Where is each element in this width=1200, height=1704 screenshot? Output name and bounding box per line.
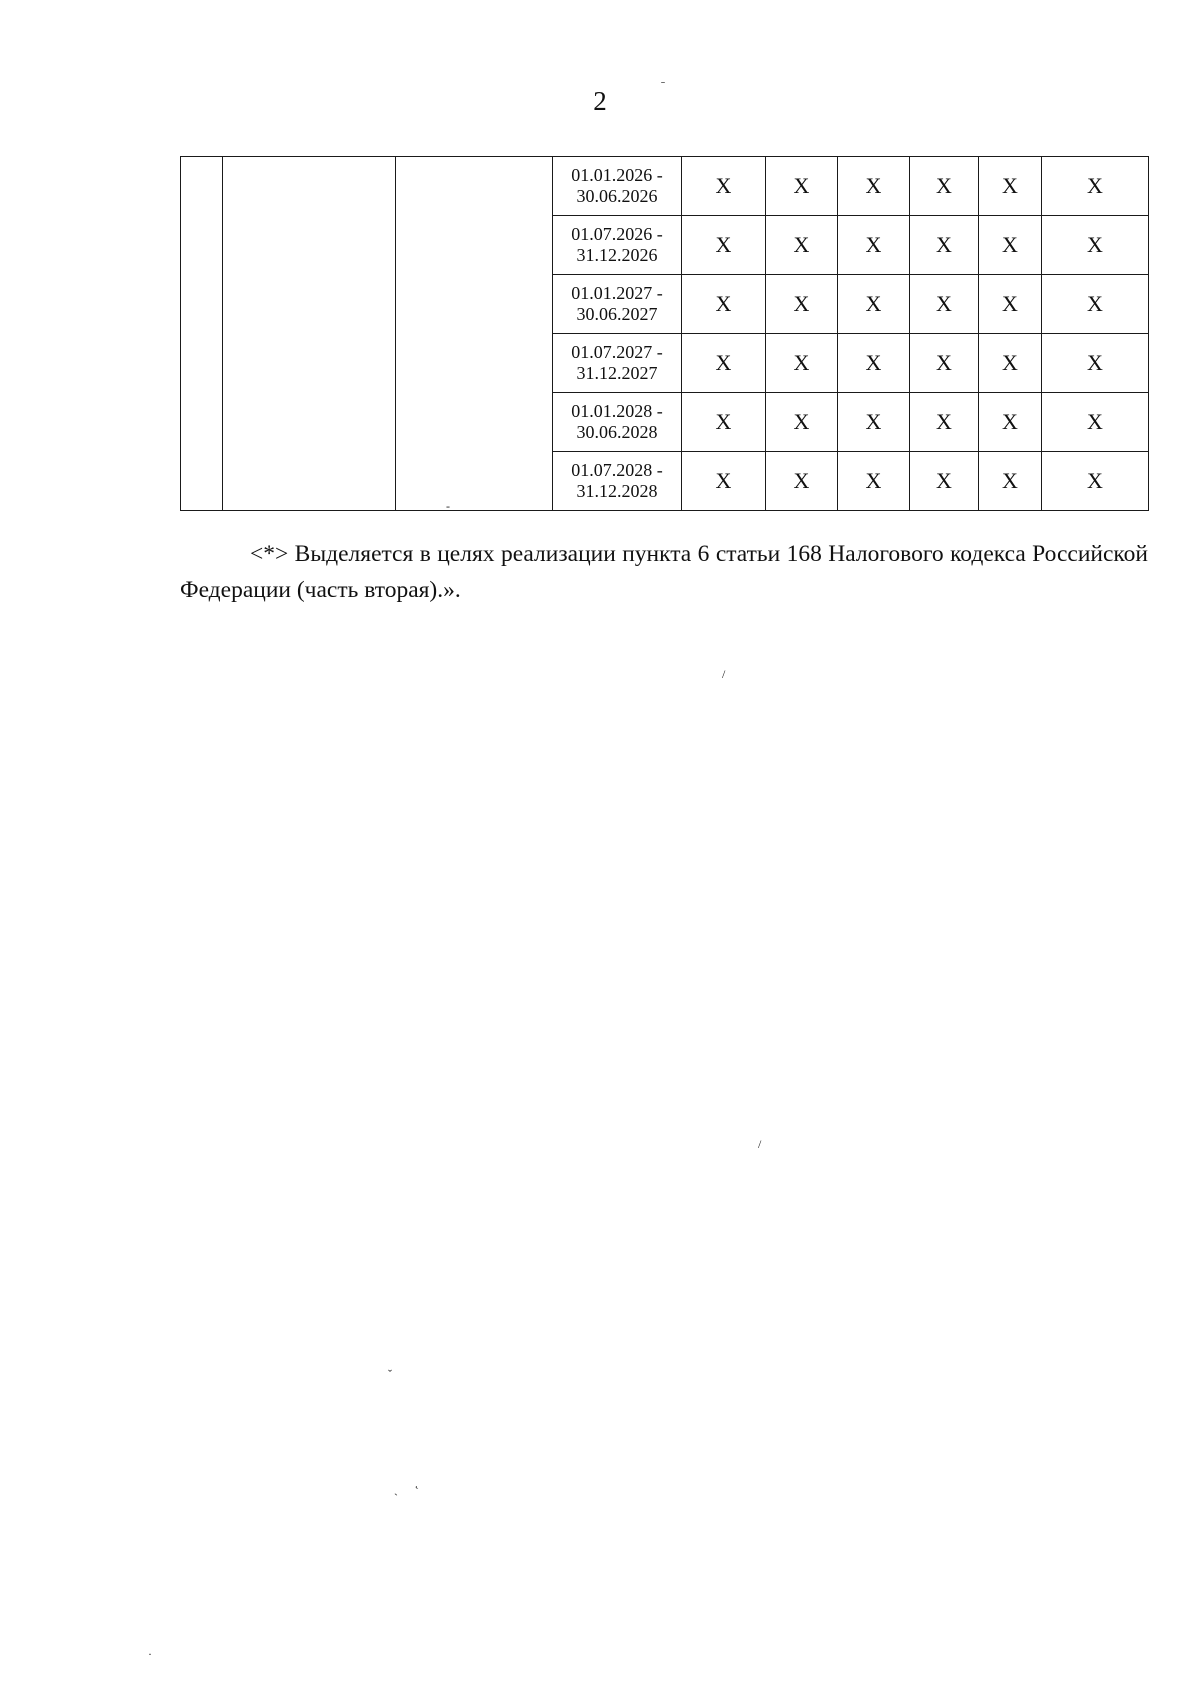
scan-speck: ˇ — [388, 1367, 392, 1381]
blank-cell-info — [396, 157, 553, 511]
mark-cell: X — [766, 393, 838, 452]
period-end: 30.06.2026 — [576, 186, 658, 206]
period-end: 30.06.2027 — [576, 304, 658, 324]
mark-cell: X — [838, 452, 910, 511]
period-end: 30.06.2028 — [576, 422, 658, 442]
mark-cell: X — [979, 452, 1042, 511]
mark-cell: X — [682, 216, 766, 275]
period-end: 31.12.2027 — [576, 363, 658, 383]
mark-cell: X — [766, 157, 838, 216]
scan-speck: ˛ — [415, 1475, 419, 1489]
mark-cell: X — [682, 157, 766, 216]
scan-speck: / — [758, 1137, 762, 1151]
mark-cell: X — [1042, 157, 1149, 216]
table-body — [181, 157, 1149, 511]
mark-cell: X — [682, 334, 766, 393]
period-cell — [553, 334, 682, 393]
mark-cell: X — [766, 275, 838, 334]
mark-cell: X — [910, 216, 979, 275]
mark-cell: X — [1042, 275, 1149, 334]
mark-cell: X — [838, 334, 910, 393]
page-number — [0, 78, 1200, 116]
period-cell — [553, 157, 682, 216]
table-row — [181, 157, 1149, 216]
scan-speck: - — [446, 499, 450, 513]
blank-cell-name — [223, 157, 396, 511]
mark-cell: X — [1042, 334, 1149, 393]
period-start: 01.07.2027 - — [571, 342, 663, 362]
footnote — [180, 536, 1148, 608]
mark-cell: X — [979, 275, 1042, 334]
scan-speck: · — [148, 1647, 152, 1661]
period-start: 01.01.2028 - — [571, 401, 663, 421]
period-end: 31.12.2026 — [576, 245, 658, 265]
mark-cell: X — [979, 393, 1042, 452]
mark-cell: X — [1042, 393, 1149, 452]
page-number-text: 2 — [593, 86, 607, 116]
mark-cell: X — [910, 334, 979, 393]
mark-cell: X — [979, 334, 1042, 393]
mark-cell: X — [838, 393, 910, 452]
period-cell — [553, 216, 682, 275]
period-start: 01.07.2028 - — [571, 460, 663, 480]
periods-table — [180, 156, 1149, 511]
mark-cell: X — [910, 275, 979, 334]
mark-cell: X — [910, 157, 979, 216]
mark-cell: X — [682, 275, 766, 334]
mark-cell: X — [682, 393, 766, 452]
scan-mark: ˉ — [661, 78, 665, 92]
mark-cell: X — [766, 452, 838, 511]
period-cell — [553, 452, 682, 511]
mark-cell: X — [766, 216, 838, 275]
mark-cell: X — [910, 452, 979, 511]
mark-cell: X — [979, 157, 1042, 216]
period-cell — [553, 393, 682, 452]
period-end: 31.12.2028 — [576, 481, 658, 501]
mark-cell: X — [838, 216, 910, 275]
period-cell — [553, 275, 682, 334]
blank-cell-number — [181, 157, 223, 511]
mark-cell: X — [1042, 452, 1149, 511]
scan-speck: / — [722, 667, 726, 681]
mark-cell: X — [1042, 216, 1149, 275]
mark-cell: X — [682, 452, 766, 511]
period-start: 01.07.2026 - — [571, 224, 663, 244]
period-start: 01.01.2027 - — [571, 283, 663, 303]
scan-speck: ` — [394, 1491, 398, 1505]
footnote-text: <*> Выделяется в целях реализации пункта 6 статьи 168 Налогового кодекса Российской Федерации (часть вторая).». — [180, 541, 1148, 603]
mark-cell: X — [910, 393, 979, 452]
mark-cell: X — [979, 216, 1042, 275]
mark-cell: X — [766, 334, 838, 393]
mark-cell: X — [838, 157, 910, 216]
mark-cell: X — [838, 275, 910, 334]
period-start: 01.01.2026 - — [571, 165, 663, 185]
